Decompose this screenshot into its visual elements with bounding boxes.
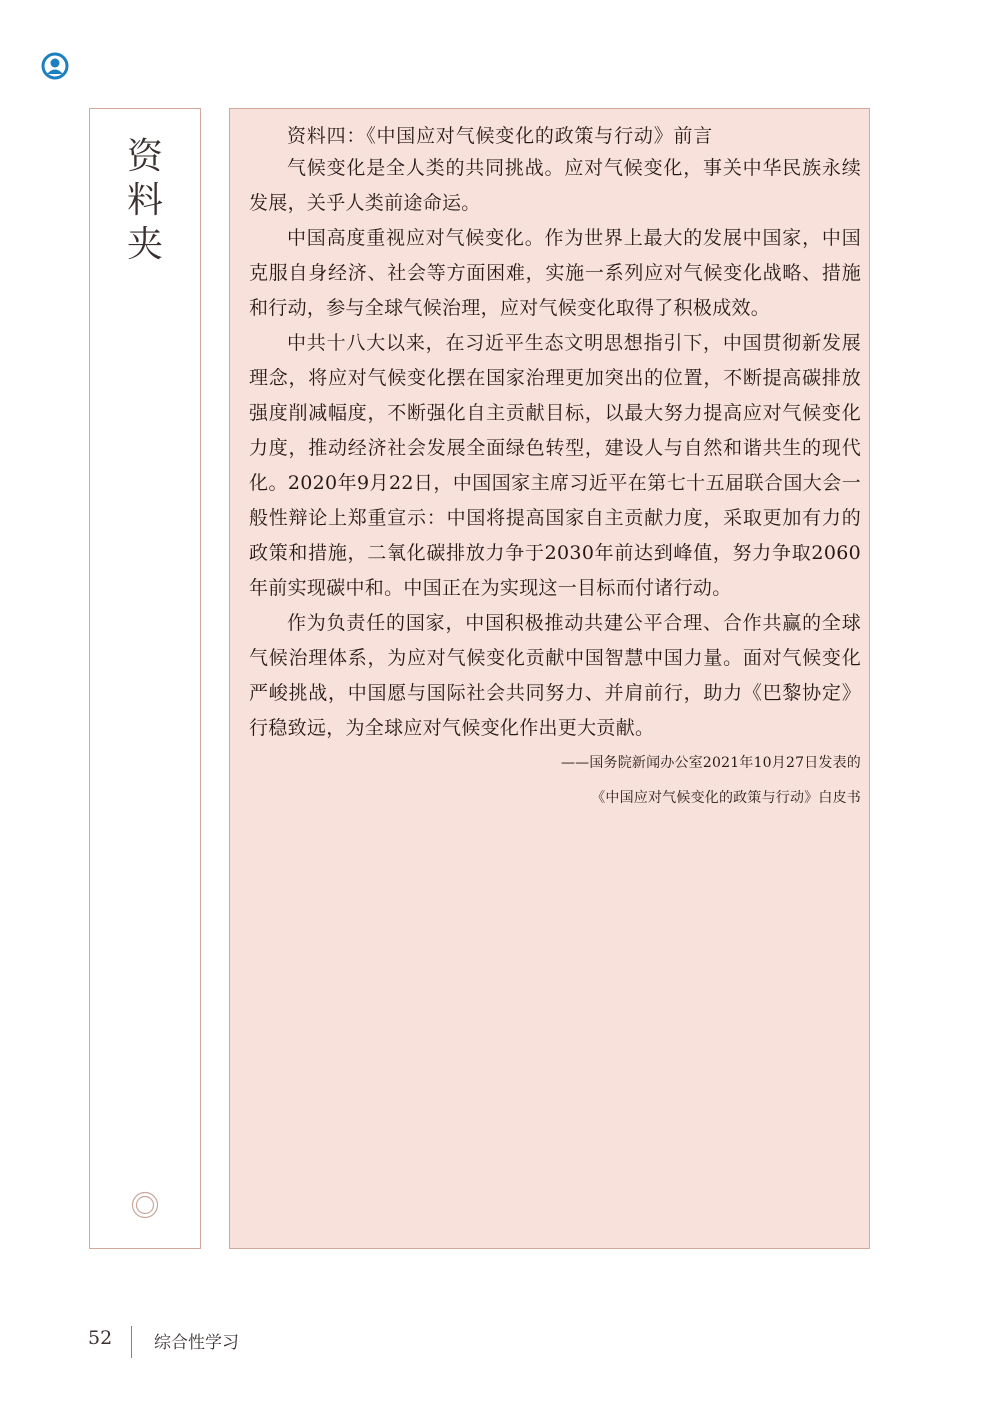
page-number: 52 [88,1327,113,1349]
article-paragraph: 中共十八大以来，在习近平生态文明思想指引下，中国贯彻新发展理念，将应对气候变化摆在国家治理更加突出的位置，不断提高碳排放强度削减幅度，不断强化自主贡献目标，以最大努力提高应对气候变化力度，推动经济社会发展全面绿色转型，建设人与自然和谐共生的现代化。2020年9月22日，中国国家主席习近平在第七十五届联合国大会一般性辩论上郑重宣示：中国将提高国家自主贡献力度，采取更加有力的政策和措施，二氧化碳排放力争于2030年前达到峰值，努力争取2060年前实现碳中和。中国正在为实现这一目标而付诸行动。 [249,332,861,599]
article-content [249,121,861,816]
footer-divider [131,1326,132,1358]
source-line: 《中国应对气候变化的政策与行动》白皮书 [591,790,861,806]
sidebar-title-char: 夹 [126,224,163,265]
double-circle-icon [131,1191,159,1219]
source-line: ——国务院新闻办公室2021年10月27日发表的 [560,755,861,771]
material-box [229,108,870,1249]
user-circle-icon [41,52,69,80]
sidebar-title-char: 料 [126,180,163,221]
sidebar-title-char: 资 [126,136,163,177]
article-paragraph: 作为负责任的国家，中国积极推动共建公平合理、合作共赢的全球气候治理体系，为应对气候变化贡献中国智慧中国力量。面对气候变化严峻挑战，中国愿与国际社会共同努力、并肩前行，助力《巴黎协定》行稳致远，为全球应对气候变化作出更大贡献。 [249,612,861,739]
section-title: 综合性学习 [154,1333,239,1353]
article-heading: 资料四：《中国应对气候变化的政策与行动》前言 [287,125,714,147]
sidebar-panel [89,108,201,1249]
article-paragraph: 中国高度重视应对气候变化。作为世界上最大的发展中国家，中国克服自身经济、社会等方面困难，实施一系列应对气候变化战略、措施和行动，参与全球气候治理，应对气候变化取得了积极成效。 [249,227,861,319]
article-paragraph: 气候变化是全人类的共同挑战。应对气候变化，事关中华民族永续发展，关乎人类前途命运。 [249,157,861,214]
sidebar-title [90,135,200,267]
